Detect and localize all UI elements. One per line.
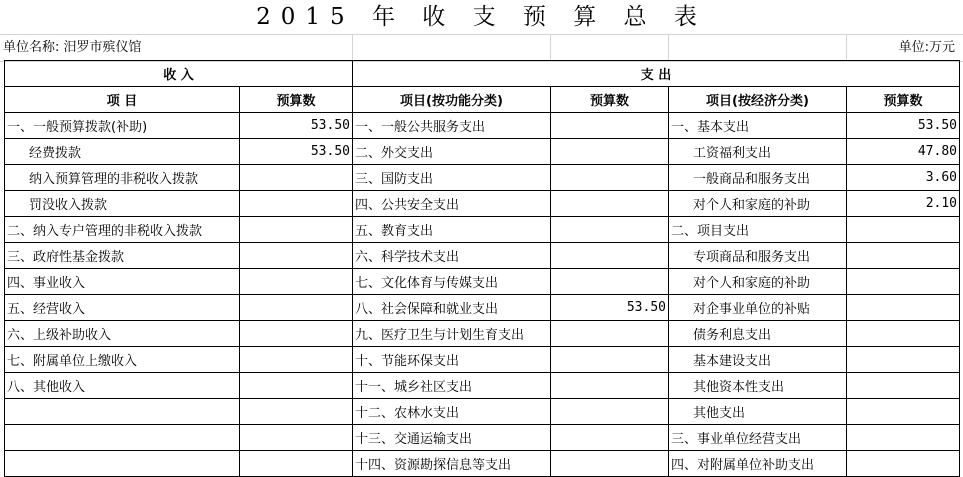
economic-amount-cell[interactable] — [847, 217, 960, 243]
table-row — [5, 191, 960, 217]
table-row — [5, 347, 960, 373]
table-row — [5, 321, 960, 347]
function-amount-cell[interactable] — [551, 373, 669, 399]
table-row — [5, 113, 960, 139]
income-amount-cell[interactable]: 53.50 — [240, 113, 353, 139]
income-amount-cell[interactable] — [240, 295, 353, 321]
income-item-cell[interactable]: 二、纳入专户管理的非税收入拨款 — [5, 217, 240, 243]
income-amount-cell[interactable] — [240, 165, 353, 191]
income-item-header[interactable]: 项 目 — [5, 87, 240, 113]
function-item-cell[interactable]: 九、医疗卫生与计划生育支出 — [353, 321, 551, 347]
function-item-cell[interactable]: 七、文化体育与传媒支出 — [353, 269, 551, 295]
economic-item-cell[interactable]: 其他资本性支出 — [669, 373, 847, 399]
function-item-cell[interactable]: 十一、城乡社区支出 — [353, 373, 551, 399]
income-item-cell[interactable]: 七、附属单位上缴收入 — [5, 347, 240, 373]
function-amount-cell[interactable] — [551, 269, 669, 295]
function-amount-cell[interactable] — [551, 139, 669, 165]
table-row — [5, 425, 960, 451]
function-item-cell[interactable]: 八、社会保障和就业支出 — [353, 295, 551, 321]
table-row — [5, 217, 960, 243]
economic-item-cell[interactable]: 四、对附属单位补助支出 — [669, 451, 847, 477]
column-header-row — [5, 87, 960, 113]
economic-item-cell[interactable]: 对个人和家庭的补助 — [669, 191, 847, 217]
function-budget-header[interactable]: 预算数 — [551, 87, 669, 113]
grid-line — [668, 35, 669, 61]
function-item-cell[interactable]: 十二、农林水支出 — [353, 399, 551, 425]
economic-item-cell[interactable]: 基本建设支出 — [669, 347, 847, 373]
income-amount-cell[interactable] — [240, 321, 353, 347]
unit-info-row — [0, 34, 963, 62]
function-item-cell[interactable]: 十、节能环保支出 — [353, 347, 551, 373]
economic-amount-cell[interactable] — [847, 269, 960, 295]
currency-unit: 单位:万元 — [898, 40, 955, 55]
income-item-cell[interactable]: 纳入预算管理的非税收入拨款 — [5, 165, 240, 191]
function-item-cell[interactable]: 三、国防支出 — [353, 165, 551, 191]
income-amount-cell[interactable] — [240, 191, 353, 217]
economic-item-cell[interactable]: 对个人和家庭的补助 — [669, 269, 847, 295]
economic-item-cell[interactable]: 三、事业单位经营支出 — [669, 425, 847, 451]
income-item-cell[interactable]: 五、经营收入 — [5, 295, 240, 321]
function-amount-cell[interactable] — [551, 321, 669, 347]
unit-name: 单位名称: 汨罗市殡仪馆 — [3, 40, 142, 55]
income-item-cell[interactable]: 八、其他收入 — [5, 373, 240, 399]
table-row — [5, 373, 960, 399]
income-item-cell[interactable]: 四、事业收入 — [5, 269, 240, 295]
function-item-cell[interactable]: 十三、交通运输支出 — [353, 425, 551, 451]
budget-table — [4, 60, 960, 477]
function-amount-cell[interactable] — [551, 399, 669, 425]
function-item-cell[interactable]: 十四、资源勘探信息等支出 — [353, 451, 551, 477]
table-row — [5, 139, 960, 165]
table-row — [5, 165, 960, 191]
grid-line — [550, 35, 551, 61]
function-item-cell[interactable]: 六、科学技术支出 — [353, 243, 551, 269]
economic-item-cell[interactable]: 债务利息支出 — [669, 321, 847, 347]
income-item-cell[interactable]: 三、政府性基金拨款 — [5, 243, 240, 269]
expense-header[interactable]: 支 出 — [353, 61, 960, 87]
income-amount-cell[interactable] — [240, 269, 353, 295]
economic-amount-cell[interactable]: 3.60 — [847, 165, 960, 191]
economic-amount-cell[interactable]: 2.10 — [847, 191, 960, 217]
function-amount-cell[interactable] — [551, 113, 669, 139]
economic-item-cell[interactable]: 对企事业单位的补贴 — [669, 295, 847, 321]
economic-item-cell[interactable]: 一般商品和服务支出 — [669, 165, 847, 191]
income-item-cell[interactable]: 罚没收入拨款 — [5, 191, 240, 217]
income-amount-cell[interactable] — [240, 243, 353, 269]
table-row — [5, 243, 960, 269]
economic-item-header[interactable]: 项目(按经济分类) — [669, 87, 847, 113]
function-amount-cell[interactable] — [551, 165, 669, 191]
income-item-cell[interactable] — [5, 425, 240, 451]
function-amount-cell[interactable] — [551, 425, 669, 451]
income-amount-cell[interactable] — [240, 347, 353, 373]
economic-amount-cell[interactable] — [847, 425, 960, 451]
function-item-cell[interactable]: 二、外交支出 — [353, 139, 551, 165]
economic-amount-cell[interactable] — [847, 399, 960, 425]
economic-item-cell[interactable]: 二、项目支出 — [669, 217, 847, 243]
economic-item-cell[interactable]: 专项商品和服务支出 — [669, 243, 847, 269]
economic-amount-cell[interactable] — [847, 373, 960, 399]
income-budget-header[interactable]: 预算数 — [240, 87, 353, 113]
economic-amount-cell[interactable]: 47.80 — [847, 139, 960, 165]
table-row — [5, 399, 960, 425]
economic-budget-header[interactable]: 预算数 — [847, 87, 960, 113]
function-item-cell[interactable]: 一、一般公共服务支出 — [353, 113, 551, 139]
economic-item-cell[interactable]: 其他支出 — [669, 399, 847, 425]
function-amount-cell[interactable] — [551, 347, 669, 373]
economic-item-cell[interactable]: 一、基本支出 — [669, 113, 847, 139]
section-header-row — [5, 61, 960, 87]
income-amount-cell[interactable] — [240, 399, 353, 425]
function-amount-cell[interactable] — [551, 217, 669, 243]
income-item-cell[interactable]: 六、上级补助收入 — [5, 321, 240, 347]
table-row — [5, 295, 960, 321]
income-amount-cell[interactable] — [240, 373, 353, 399]
function-item-cell[interactable]: 四、公共安全支出 — [353, 191, 551, 217]
sheet-title: 2015 年 收 支 预 算 总 表 — [256, 4, 707, 30]
table-row — [5, 269, 960, 295]
economic-amount-cell[interactable] — [847, 243, 960, 269]
income-amount-cell[interactable] — [240, 425, 353, 451]
economic-amount-cell[interactable]: 53.50 — [847, 113, 960, 139]
income-item-cell[interactable]: 经费拨款 — [5, 139, 240, 165]
function-amount-cell[interactable] — [551, 243, 669, 269]
income-amount-cell[interactable] — [240, 217, 353, 243]
economic-amount-cell[interactable] — [847, 347, 960, 373]
function-amount-cell[interactable] — [551, 191, 669, 217]
function-item-cell[interactable]: 五、教育支出 — [353, 217, 551, 243]
function-item-header[interactable]: 项目(按功能分类) — [353, 87, 551, 113]
function-amount-cell[interactable]: 53.50 — [551, 295, 669, 321]
grid-line — [846, 35, 847, 61]
income-header[interactable]: 收 入 — [5, 61, 353, 87]
economic-amount-cell[interactable] — [847, 295, 960, 321]
economic-amount-cell[interactable] — [847, 321, 960, 347]
income-item-cell[interactable] — [5, 399, 240, 425]
economic-item-cell[interactable]: 工资福利支出 — [669, 139, 847, 165]
income-item-cell[interactable]: 一、一般预算拨款(补助) — [5, 113, 240, 139]
grid-line — [352, 35, 353, 61]
income-amount-cell[interactable]: 53.50 — [240, 139, 353, 165]
